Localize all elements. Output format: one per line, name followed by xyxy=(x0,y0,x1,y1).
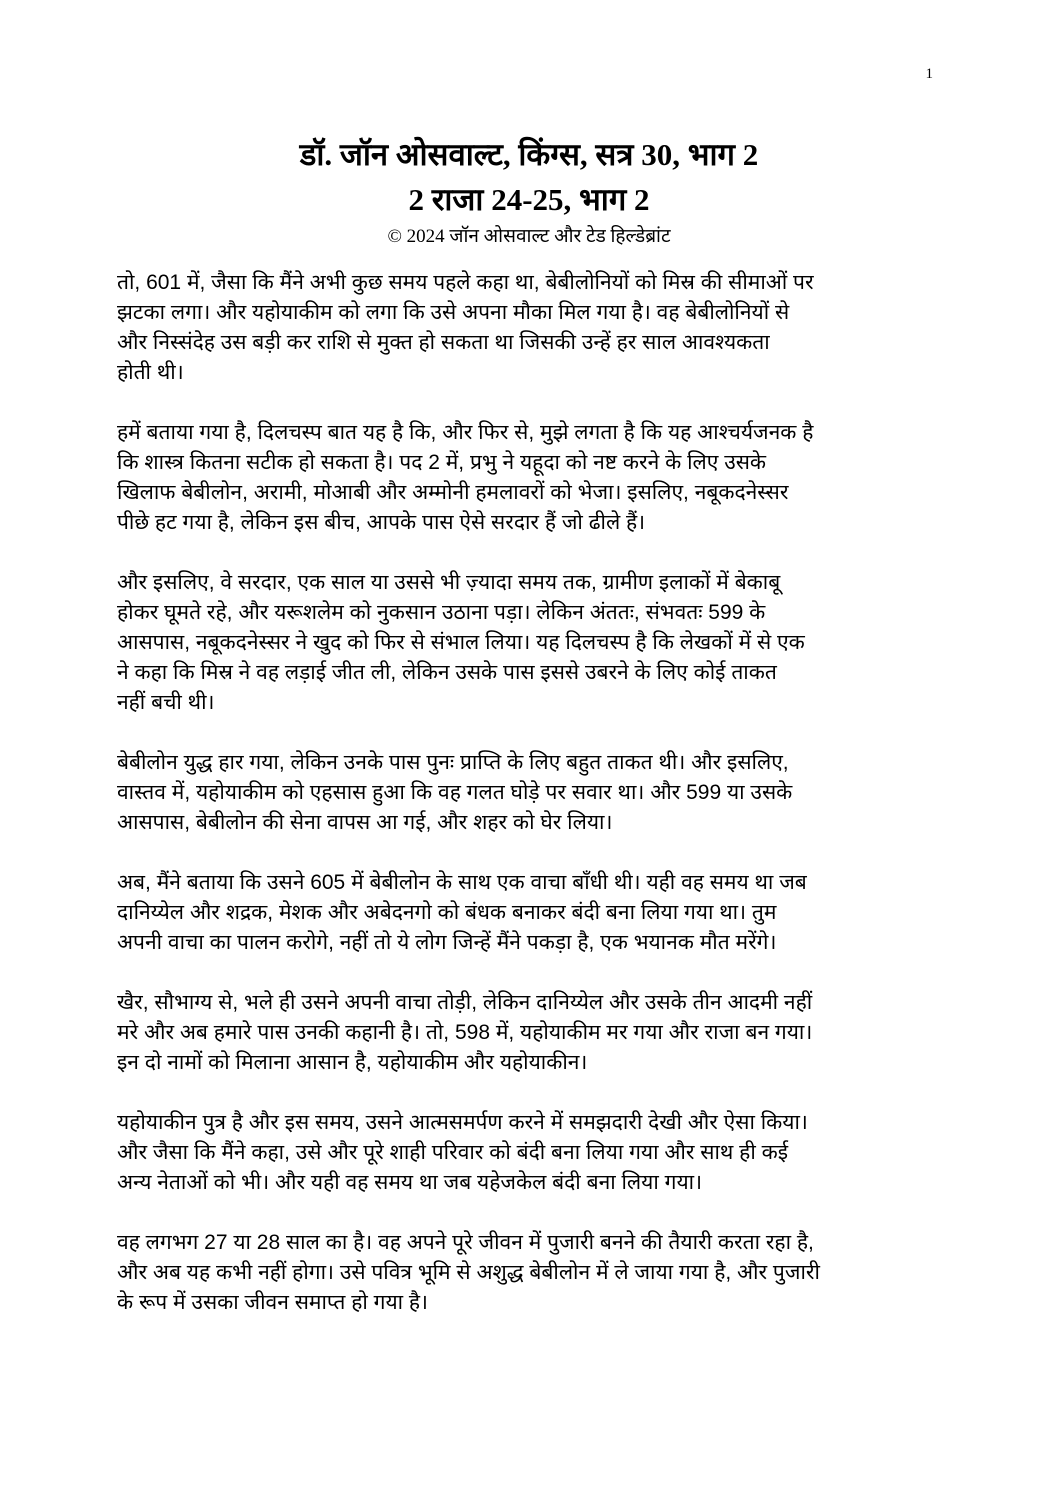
paragraph-line: खैर, सौभाग्य से, भले ही उसने अपनी वाचा तोड़ी, लेकिन दानिय्येल और उसके तीन आदमी नहीं xyxy=(117,991,813,1014)
document-title xyxy=(0,132,1058,222)
paragraph-line: अब, मैंने बताया कि उसने 605 में बेबीलोन के साथ एक वाचा बाँधी थी। यही वह समय था जब xyxy=(117,871,807,894)
paragraph-line: होती थी। xyxy=(117,361,184,384)
title-line-1: डॉ. जॉन ओसवाल्ट, किंग्स, सत्र 30, भाग 2 xyxy=(299,137,759,172)
paragraph xyxy=(117,268,947,388)
paragraph-line: आसपास, नबूकदनेस्सर ने खुद को फिर से संभाल लिया। यह दिलचस्प है कि लेखकों में से एक xyxy=(117,631,805,654)
paragraph xyxy=(117,568,947,718)
paragraph xyxy=(117,868,947,958)
paragraph-line: अन्य नेताओं को भी। और यही वह समय था जब यहेजकेल बंदी बना लिया गया। xyxy=(117,1171,703,1194)
paragraph xyxy=(117,1108,947,1198)
paragraph-line: के रूप में उसका जीवन समाप्त हो गया है। xyxy=(117,1291,429,1314)
paragraph-line: अपनी वाचा का पालन करोगे, नहीं तो ये लोग जिन्हें मैंने पकड़ा है, एक भयानक मौत मरेंगे। xyxy=(117,931,777,954)
paragraph-line: और अब यह कभी नहीं होगा। उसे पवित्र भूमि से अशुद्ध बेबीलोन में ले जाया गया है, और पुजारी xyxy=(117,1261,820,1284)
paragraph-line: और इसलिए, वे सरदार, एक साल या उससे भी ज़्यादा समय तक, ग्रामीण इलाकों में बेकाबू xyxy=(117,571,781,594)
paragraph xyxy=(117,418,947,538)
paragraph-line: नहीं बची थी। xyxy=(117,691,215,714)
paragraph-line: कि शास्त्र कितना सटीक हो सकता है। पद 2 में, प्रभु ने यहूदा को नष्ट करने के लिए उसके xyxy=(117,451,767,474)
paragraph-line: बेबीलोन युद्ध हार गया, लेकिन उनके पास पुनः प्राप्ति के लिए बहुत ताकत थी। और इसलिए, xyxy=(117,751,789,774)
title-line-2: 2 राजा 24-25, भाग 2 xyxy=(408,182,650,217)
paragraph xyxy=(117,1228,947,1318)
paragraph-line: और जैसा कि मैंने कहा, उसे और पूरे शाही परिवार को बंदी बना लिया गया और साथ ही कई xyxy=(117,1141,789,1164)
copyright-line: © 2024 जॉन ओसवाल्ट और टेड हिल्डेब्रांट xyxy=(387,226,671,247)
paragraph-line: यहोयाकीन पुत्र है और इस समय, उसने आत्मसमर्पण करने में समझदारी देखी और ऐसा किया। xyxy=(117,1111,808,1134)
paragraph-line: तो, 601 में, जैसा कि मैंने अभी कुछ समय पहले कहा था, बेबीलोनियों को मिस्र की सीमाओं पर xyxy=(117,271,814,294)
paragraph-line: होकर घूमते रहे, और यरूशलेम को नुकसान उठाना पड़ा। लेकिन अंततः, संभवतः 599 के xyxy=(117,601,766,624)
paragraph-line: पीछे हट गया है, लेकिन इस बीच, आपके पास ऐसे सरदार हैं जो ढीले हैं। xyxy=(117,511,646,534)
paragraph-line: मरे और अब हमारे पास उनकी कहानी है। तो, 598 में, यहोयाकीम मर गया और राजा बन गया। xyxy=(117,1021,813,1044)
paragraph-line: इन दो नामों को मिलाना आसान है, यहोयाकीम और यहोयाकीन। xyxy=(117,1051,588,1074)
paragraph xyxy=(117,748,947,838)
paragraph-line: ने कहा कि मिस्र ने वह लड़ाई जीत ली, लेकिन उसके पास इससे उबरने के लिए कोई ताकत xyxy=(117,661,777,684)
paragraph-line: और निस्संदेह उस बड़ी कर राशि से मुक्त हो सकता था जिसकी उन्हें हर साल आवश्यकता xyxy=(117,331,770,354)
paragraph-line: वह लगभग 27 या 28 साल का है। वह अपने पूरे जीवन में पुजारी बनने की तैयारी करता रहा है, xyxy=(117,1231,814,1254)
paragraph-line: झटका लगा। और यहोयाकीम को लगा कि उसे अपना मौका मिल गया है। वह बेबीलोनियों से xyxy=(117,301,790,324)
paragraph-line: हमें बताया गया है, दिलचस्प बात यह है कि, और फिर से, मुझे लगता है कि यह आश्चर्यजनक है xyxy=(117,421,814,444)
paragraph-line: वास्तव में, यहोयाकीम को एहसास हुआ कि वह गलत घोड़े पर सवार था। और 599 या उसके xyxy=(117,781,793,804)
document-body xyxy=(117,268,947,1348)
paragraph-line: खिलाफ बेबीलोन, अरामी, मोआबी और अम्मोनी हमलावरों को भेजा। इसलिए, नबूकदनेस्सर xyxy=(117,481,789,504)
paragraph xyxy=(117,988,947,1078)
paragraph-line: दानिय्येल और शद्रक, मेशक और अबेदनगो को बंधक बनाकर बंदी बना लिया गया था। तुम xyxy=(117,901,777,924)
paragraph-line: आसपास, बेबीलोन की सेना वापस आ गई, और शहर को घेर लिया। xyxy=(117,811,613,834)
page-number: 1 xyxy=(925,66,933,82)
